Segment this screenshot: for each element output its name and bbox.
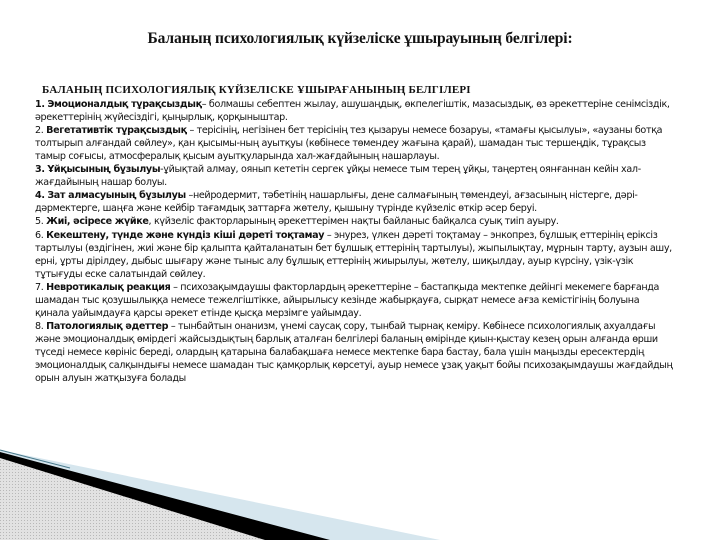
item-number: 3.: [35, 164, 45, 176]
item-text: – психозақымдаушы факторлардың әрекеттеріне – бастапқыда мектепке дейінгі мекемеге барғанда шамадан тыс қозушылыққа немесе тежелгіштікке, айырылысу кезінде жабырқауға, сырқат немесе ағза кемістігінің болуына қинала уайымдауға қарсы әрекет етінде қысқа мерзімге уайымдау.: [35, 281, 660, 319]
item-number: 6.: [35, 229, 44, 241]
slide-decoration-swoosh: [0, 430, 720, 540]
item-number: 8.: [35, 320, 44, 332]
item-term: Жиі, әсіресе жүйке: [46, 216, 149, 228]
item-term: Зат алмасуының бұзылуы: [47, 190, 186, 202]
item-text: -ұйықтай алмау, оянып кететін сергек ұйқы немесе тым терең ұйқы, таңертең оянғаннан кейін хал-жағдайының нашар болуы.: [35, 164, 641, 189]
item-text: –нейродермит, тәбетінің нашарлығы, дене салмағының төмендеуі, ағзасының ністерге, дәрі-дәрмектерге, шаңға және кейбір тағамдық заттарға жөтелу, қышыну түрінде күйзеліс өткір әсер беруі.: [35, 190, 638, 215]
list-item: [35, 320, 675, 385]
item-term: Кекештену, түнде және күндіз кіші дәреті тоқтамау: [46, 229, 325, 241]
item-term: Вегетативтік тұрақсыздық: [46, 125, 187, 137]
item-term: Невротикалық реакция: [46, 281, 171, 293]
item-number: 1.: [35, 99, 45, 111]
item-term: Эмоционалдық тұрақсыздық: [47, 99, 202, 111]
item-term: Ұйқысының бұзылуы: [47, 164, 161, 176]
slide-title: Баланың психологиялық күйзеліске ұшырауының белгілері:: [147, 30, 573, 47]
list-item: [35, 124, 675, 163]
item-number: 4.: [35, 190, 45, 202]
item-text: – тынбайтын онанизм, үнемі саусақ сору, тынбай тырнақ кеміру. Көбінесе психологиялық ахуалдағы және эмоционалдық өмірдегі жайсыздықтың барлық аталған белгілері баланың өмірінде қиын-қыстау кезең орын алғанда өрши түседі немесе көрініс береді, олардың қатарына балабақшаға немесе мектепке бара бастау, бала үшін маңызды ересектердің эмоционалдық салқындығы немесе шамадан тыс қамқорлық көрсетуі, ауыр немесе ұзақ уақыт бойы психозақымдаушы жағдайдың орын алуын жатқызуға болады: [35, 320, 673, 385]
list-item: [35, 229, 675, 281]
item-text: – терісінің, негізінен бет терісінің тез қызаруы немесе бозаруы, «тамағы қысылуы», «аузаны ботқа толтырып алғандай сөйлеу», қан қысымы-ның ауытқуы (көбінесе төмендеу жағына қарай), шамадан тыс тершеңдік, тұрақсыз тамыр соғысы, атмосфералық қысым ауытқуларында хал-жағдайының нашарлауы.: [35, 125, 663, 163]
list-item: [35, 98, 675, 124]
list-item: [35, 189, 675, 215]
list-item: [35, 215, 675, 228]
item-text: , күйзеліс факторларының әрекеттерімен нақты байланыс байқалса суық тиіп ауыру.: [148, 216, 559, 228]
slide-body: [35, 84, 675, 385]
list-item: [35, 163, 675, 189]
item-text: – болмашы себептен жылау, ашушаңдық, өкпелегіштік, мазасыздық, өз әрекеттеріне сенімсіздік, әрекеттерінің жүйесіздігі, қыңырлық, қорқыныштар.: [35, 99, 670, 124]
item-number: 7.: [35, 281, 44, 293]
section-heading: БАЛАНЫҢ ПСИХОЛОГИЯЛЫҚ КҮЙЗЕЛІСКЕ ҰШЫРАҒАНЫНЫҢ БЕЛГІЛЕРІ: [42, 84, 471, 96]
item-number: 5.: [35, 216, 44, 228]
item-text: – энурез, үлкен дәреті тоқтамау – энкопрез, бұлшық еттерінің еріксіз тартылуы (өздігінен, жиі және бір қалыпта қайталанатын бет бұлшық еттерінің тартылуы), жыпылықтау, мұрнын тарту, аузын ашу, ерні, ұрты дірілдеу, дыбыс шығару және тыныс алу бұлшық еттерінің жиырылуы, жөтелу, шиқылдау, ауыр күрсіну, үзік-үзік тұтығуды еске салатындай сөйлеу.: [35, 229, 672, 280]
item-number: 2.: [35, 125, 44, 137]
list-item: [35, 281, 675, 320]
item-term: Патологиялық әдеттер: [46, 320, 169, 332]
